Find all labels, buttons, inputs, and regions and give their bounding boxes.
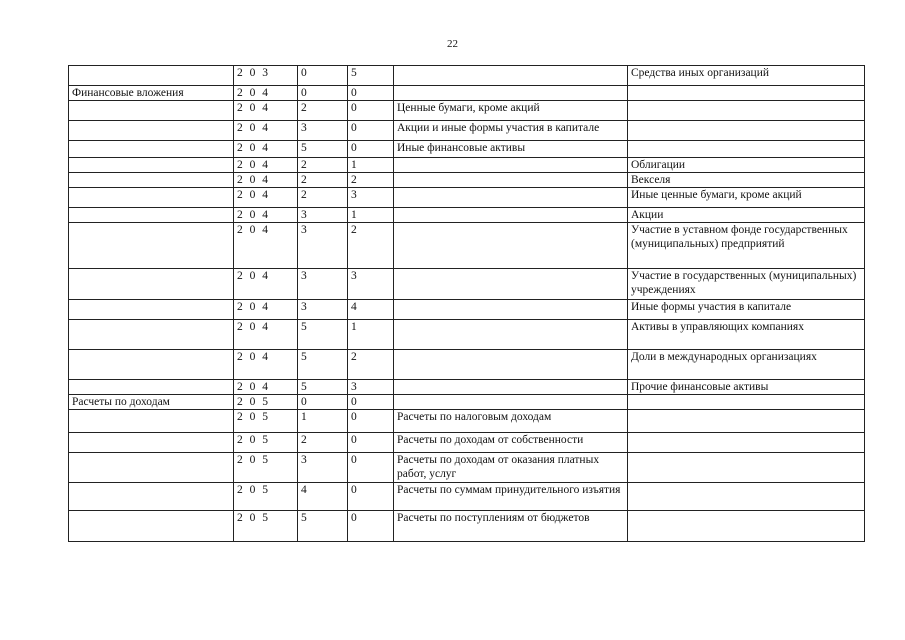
table-row xyxy=(69,141,865,158)
group-cell xyxy=(69,511,234,542)
table-row xyxy=(69,453,865,483)
detail-name-cell: Участие в уставном фонде государственных (муниципальных) предприятий xyxy=(628,223,865,269)
account-code-cell: 2 0 4 xyxy=(234,350,298,380)
account-code-cell: 2 0 4 xyxy=(234,141,298,158)
account-code-cell: 2 0 4 xyxy=(234,320,298,350)
analytic-name-cell: Расчеты по доходам от собственности xyxy=(394,433,628,453)
account-code-cell: 2 0 4 xyxy=(234,380,298,395)
subaccount-cell: 2 xyxy=(298,433,348,453)
analytic-name-cell xyxy=(394,320,628,350)
subaccount-cell: 5 xyxy=(298,380,348,395)
subaccount-cell: 0 xyxy=(298,66,348,86)
article-cell: 0 xyxy=(348,410,394,433)
article-cell: 5 xyxy=(348,66,394,86)
detail-name-cell: Активы в управляющих компаниях xyxy=(628,320,865,350)
group-cell xyxy=(69,433,234,453)
table-row xyxy=(69,350,865,380)
account-code-cell: 2 0 4 xyxy=(234,269,298,300)
detail-name-cell xyxy=(628,121,865,141)
group-cell xyxy=(69,380,234,395)
table-row xyxy=(69,101,865,121)
analytic-name-cell xyxy=(394,173,628,188)
account-code-cell: 2 0 5 xyxy=(234,433,298,453)
subaccount-cell: 3 xyxy=(298,208,348,223)
article-cell: 1 xyxy=(348,208,394,223)
account-code-cell: 2 0 5 xyxy=(234,453,298,483)
detail-name-cell: Векселя xyxy=(628,173,865,188)
table-row xyxy=(69,66,865,86)
group-cell xyxy=(69,410,234,433)
analytic-name-cell xyxy=(394,350,628,380)
subaccount-cell: 3 xyxy=(298,453,348,483)
analytic-name-cell xyxy=(394,300,628,320)
article-cell: 2 xyxy=(348,223,394,269)
account-code-cell: 2 0 5 xyxy=(234,511,298,542)
subaccount-cell: 1 xyxy=(298,410,348,433)
article-cell: 2 xyxy=(348,173,394,188)
group-cell xyxy=(69,188,234,208)
analytic-name-cell xyxy=(394,223,628,269)
table-row xyxy=(69,410,865,433)
detail-name-cell: Акции xyxy=(628,208,865,223)
detail-name-cell: Прочие финансовые активы xyxy=(628,380,865,395)
subaccount-cell: 5 xyxy=(298,511,348,542)
account-code-cell: 2 0 4 xyxy=(234,158,298,173)
analytic-name-cell: Расчеты по суммам принудительного изъятия xyxy=(394,483,628,511)
account-code-cell: 2 0 4 xyxy=(234,121,298,141)
detail-name-cell xyxy=(628,433,865,453)
account-code-cell: 2 0 4 xyxy=(234,300,298,320)
group-cell xyxy=(69,320,234,350)
group-cell xyxy=(69,208,234,223)
analytic-name-cell xyxy=(394,395,628,410)
table-row xyxy=(69,86,865,101)
article-cell: 1 xyxy=(348,320,394,350)
subaccount-cell: 3 xyxy=(298,223,348,269)
table-row xyxy=(69,188,865,208)
table-row xyxy=(69,320,865,350)
subaccount-cell: 0 xyxy=(298,395,348,410)
account-code-cell: 2 0 4 xyxy=(234,173,298,188)
group-cell xyxy=(69,350,234,380)
analytic-name-cell: Акции и иные формы участия в капитале xyxy=(394,121,628,141)
detail-name-cell xyxy=(628,86,865,101)
subaccount-cell: 5 xyxy=(298,320,348,350)
account-code-cell: 2 0 5 xyxy=(234,483,298,511)
analytic-name-cell xyxy=(394,208,628,223)
analytic-name-cell xyxy=(394,188,628,208)
detail-name-cell xyxy=(628,141,865,158)
table-row xyxy=(69,121,865,141)
detail-name-cell: Доли в международных организациях xyxy=(628,350,865,380)
table-row xyxy=(69,158,865,173)
article-cell: 0 xyxy=(348,141,394,158)
article-cell: 0 xyxy=(348,86,394,101)
group-cell xyxy=(69,101,234,121)
detail-name-cell: Облигации xyxy=(628,158,865,173)
account-code-cell: 2 0 5 xyxy=(234,395,298,410)
article-cell: 0 xyxy=(348,395,394,410)
detail-name-cell xyxy=(628,410,865,433)
table-row xyxy=(69,223,865,269)
article-cell: 3 xyxy=(348,380,394,395)
table-row xyxy=(69,511,865,542)
table-row xyxy=(69,173,865,188)
table-row xyxy=(69,483,865,511)
group-cell xyxy=(69,173,234,188)
detail-name-cell xyxy=(628,453,865,483)
subaccount-cell: 2 xyxy=(298,101,348,121)
detail-name-cell xyxy=(628,483,865,511)
detail-name-cell xyxy=(628,511,865,542)
article-cell: 0 xyxy=(348,433,394,453)
analytic-name-cell: Расчеты по доходам от оказания платных работ, услуг xyxy=(394,453,628,483)
table-row xyxy=(69,433,865,453)
account-code-cell: 2 0 4 xyxy=(234,101,298,121)
analytic-name-cell: Ценные бумаги, кроме акций xyxy=(394,101,628,121)
analytic-name-cell xyxy=(394,158,628,173)
article-cell: 3 xyxy=(348,269,394,300)
article-cell: 0 xyxy=(348,101,394,121)
account-code-cell: 2 0 4 xyxy=(234,86,298,101)
article-cell: 0 xyxy=(348,453,394,483)
group-cell xyxy=(69,141,234,158)
subaccount-cell: 0 xyxy=(298,86,348,101)
account-code-cell: 2 0 4 xyxy=(234,188,298,208)
group-cell xyxy=(69,66,234,86)
group-cell xyxy=(69,453,234,483)
analytic-name-cell xyxy=(394,66,628,86)
analytic-name-cell xyxy=(394,86,628,101)
subaccount-cell: 2 xyxy=(298,173,348,188)
table-row xyxy=(69,380,865,395)
subaccount-cell: 4 xyxy=(298,483,348,511)
detail-name-cell xyxy=(628,101,865,121)
group-cell: Финансовые вложения xyxy=(69,86,234,101)
group-cell: Расчеты по доходам xyxy=(69,395,234,410)
account-code-cell: 2 0 4 xyxy=(234,208,298,223)
detail-name-cell: Средства иных организаций xyxy=(628,66,865,86)
group-cell xyxy=(69,269,234,300)
subaccount-cell: 5 xyxy=(298,350,348,380)
account-code-cell: 2 0 3 xyxy=(234,66,298,86)
article-cell: 2 xyxy=(348,350,394,380)
detail-name-cell xyxy=(628,395,865,410)
table-row xyxy=(69,208,865,223)
analytic-name-cell xyxy=(394,269,628,300)
subaccount-cell: 2 xyxy=(298,188,348,208)
article-cell: 4 xyxy=(348,300,394,320)
article-cell: 0 xyxy=(348,483,394,511)
table-row xyxy=(69,269,865,300)
detail-name-cell: Иные ценные бумаги, кроме акций xyxy=(628,188,865,208)
article-cell: 1 xyxy=(348,158,394,173)
article-cell: 0 xyxy=(348,121,394,141)
subaccount-cell: 5 xyxy=(298,141,348,158)
account-code-cell: 2 0 4 xyxy=(234,223,298,269)
analytic-name-cell xyxy=(394,380,628,395)
subaccount-cell: 3 xyxy=(298,300,348,320)
group-cell xyxy=(69,300,234,320)
subaccount-cell: 2 xyxy=(298,158,348,173)
account-code-cell: 2 0 5 xyxy=(234,410,298,433)
analytic-name-cell: Расчеты по налоговым доходам xyxy=(394,410,628,433)
subaccount-cell: 3 xyxy=(298,121,348,141)
group-cell xyxy=(69,223,234,269)
table-row xyxy=(69,395,865,410)
detail-name-cell: Иные формы участия в капитале xyxy=(628,300,865,320)
analytic-name-cell: Расчеты по поступлениям от бюджетов xyxy=(394,511,628,542)
group-cell xyxy=(69,483,234,511)
article-cell: 3 xyxy=(348,188,394,208)
page-number: 22 xyxy=(447,38,458,50)
article-cell: 0 xyxy=(348,511,394,542)
table-row xyxy=(69,300,865,320)
detail-name-cell: Участие в государственных (муниципальных) учреждениях xyxy=(628,269,865,300)
account-table-body xyxy=(69,66,865,542)
subaccount-cell: 3 xyxy=(298,269,348,300)
analytic-name-cell: Иные финансовые активы xyxy=(394,141,628,158)
group-cell xyxy=(69,158,234,173)
group-cell xyxy=(69,121,234,141)
account-table xyxy=(68,65,865,542)
